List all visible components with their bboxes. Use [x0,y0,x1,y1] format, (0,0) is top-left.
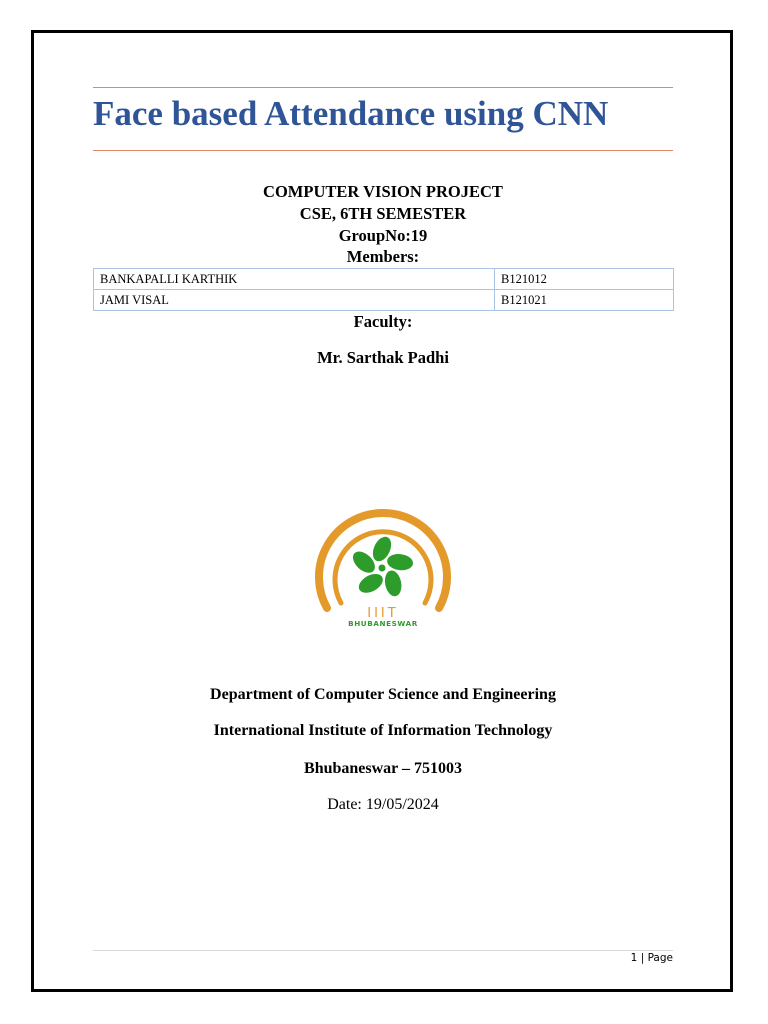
city-pincode: Bhubaneswar – 751003 [304,760,462,777]
submission-date: Date: 19/05/2024 [327,796,439,813]
table-row [94,269,674,290]
department-name: Department of Computer Science and Engineering [210,686,556,703]
title-top-rule [93,87,673,88]
institute-name: International Institute of Information Technology [213,722,553,739]
project-type: COMPUTER VISION PROJECT [263,182,503,201]
members-label: Members: [346,247,420,266]
members-table [93,268,674,311]
title-bottom-rule [93,150,673,151]
member-name: BANKAPALLI KARTHIK [94,269,495,290]
page-number: 1 | Page [630,952,673,964]
logo-orange-arcs-icon [319,513,447,608]
faculty-name: Mr. Sarthak Padhi [317,348,449,367]
document-title: Face based Attendance using CNN [93,94,609,133]
footer-rule [93,950,673,951]
logo-text-bottom: BHUBANESWAR [348,619,418,628]
member-id: B121012 [495,269,674,290]
faculty-label: Faculty: [353,312,413,331]
course-info: CSE, 6TH SEMESTER [299,204,467,223]
group-number: GroupNo:19 [338,226,428,245]
table-row [94,290,674,311]
logo-text-top: IIIT [367,606,399,621]
member-id: B121021 [495,290,674,311]
iiit-logo [310,504,456,634]
logo-green-swirl-icon [346,534,419,603]
member-name: JAMI VISAL [94,290,495,311]
